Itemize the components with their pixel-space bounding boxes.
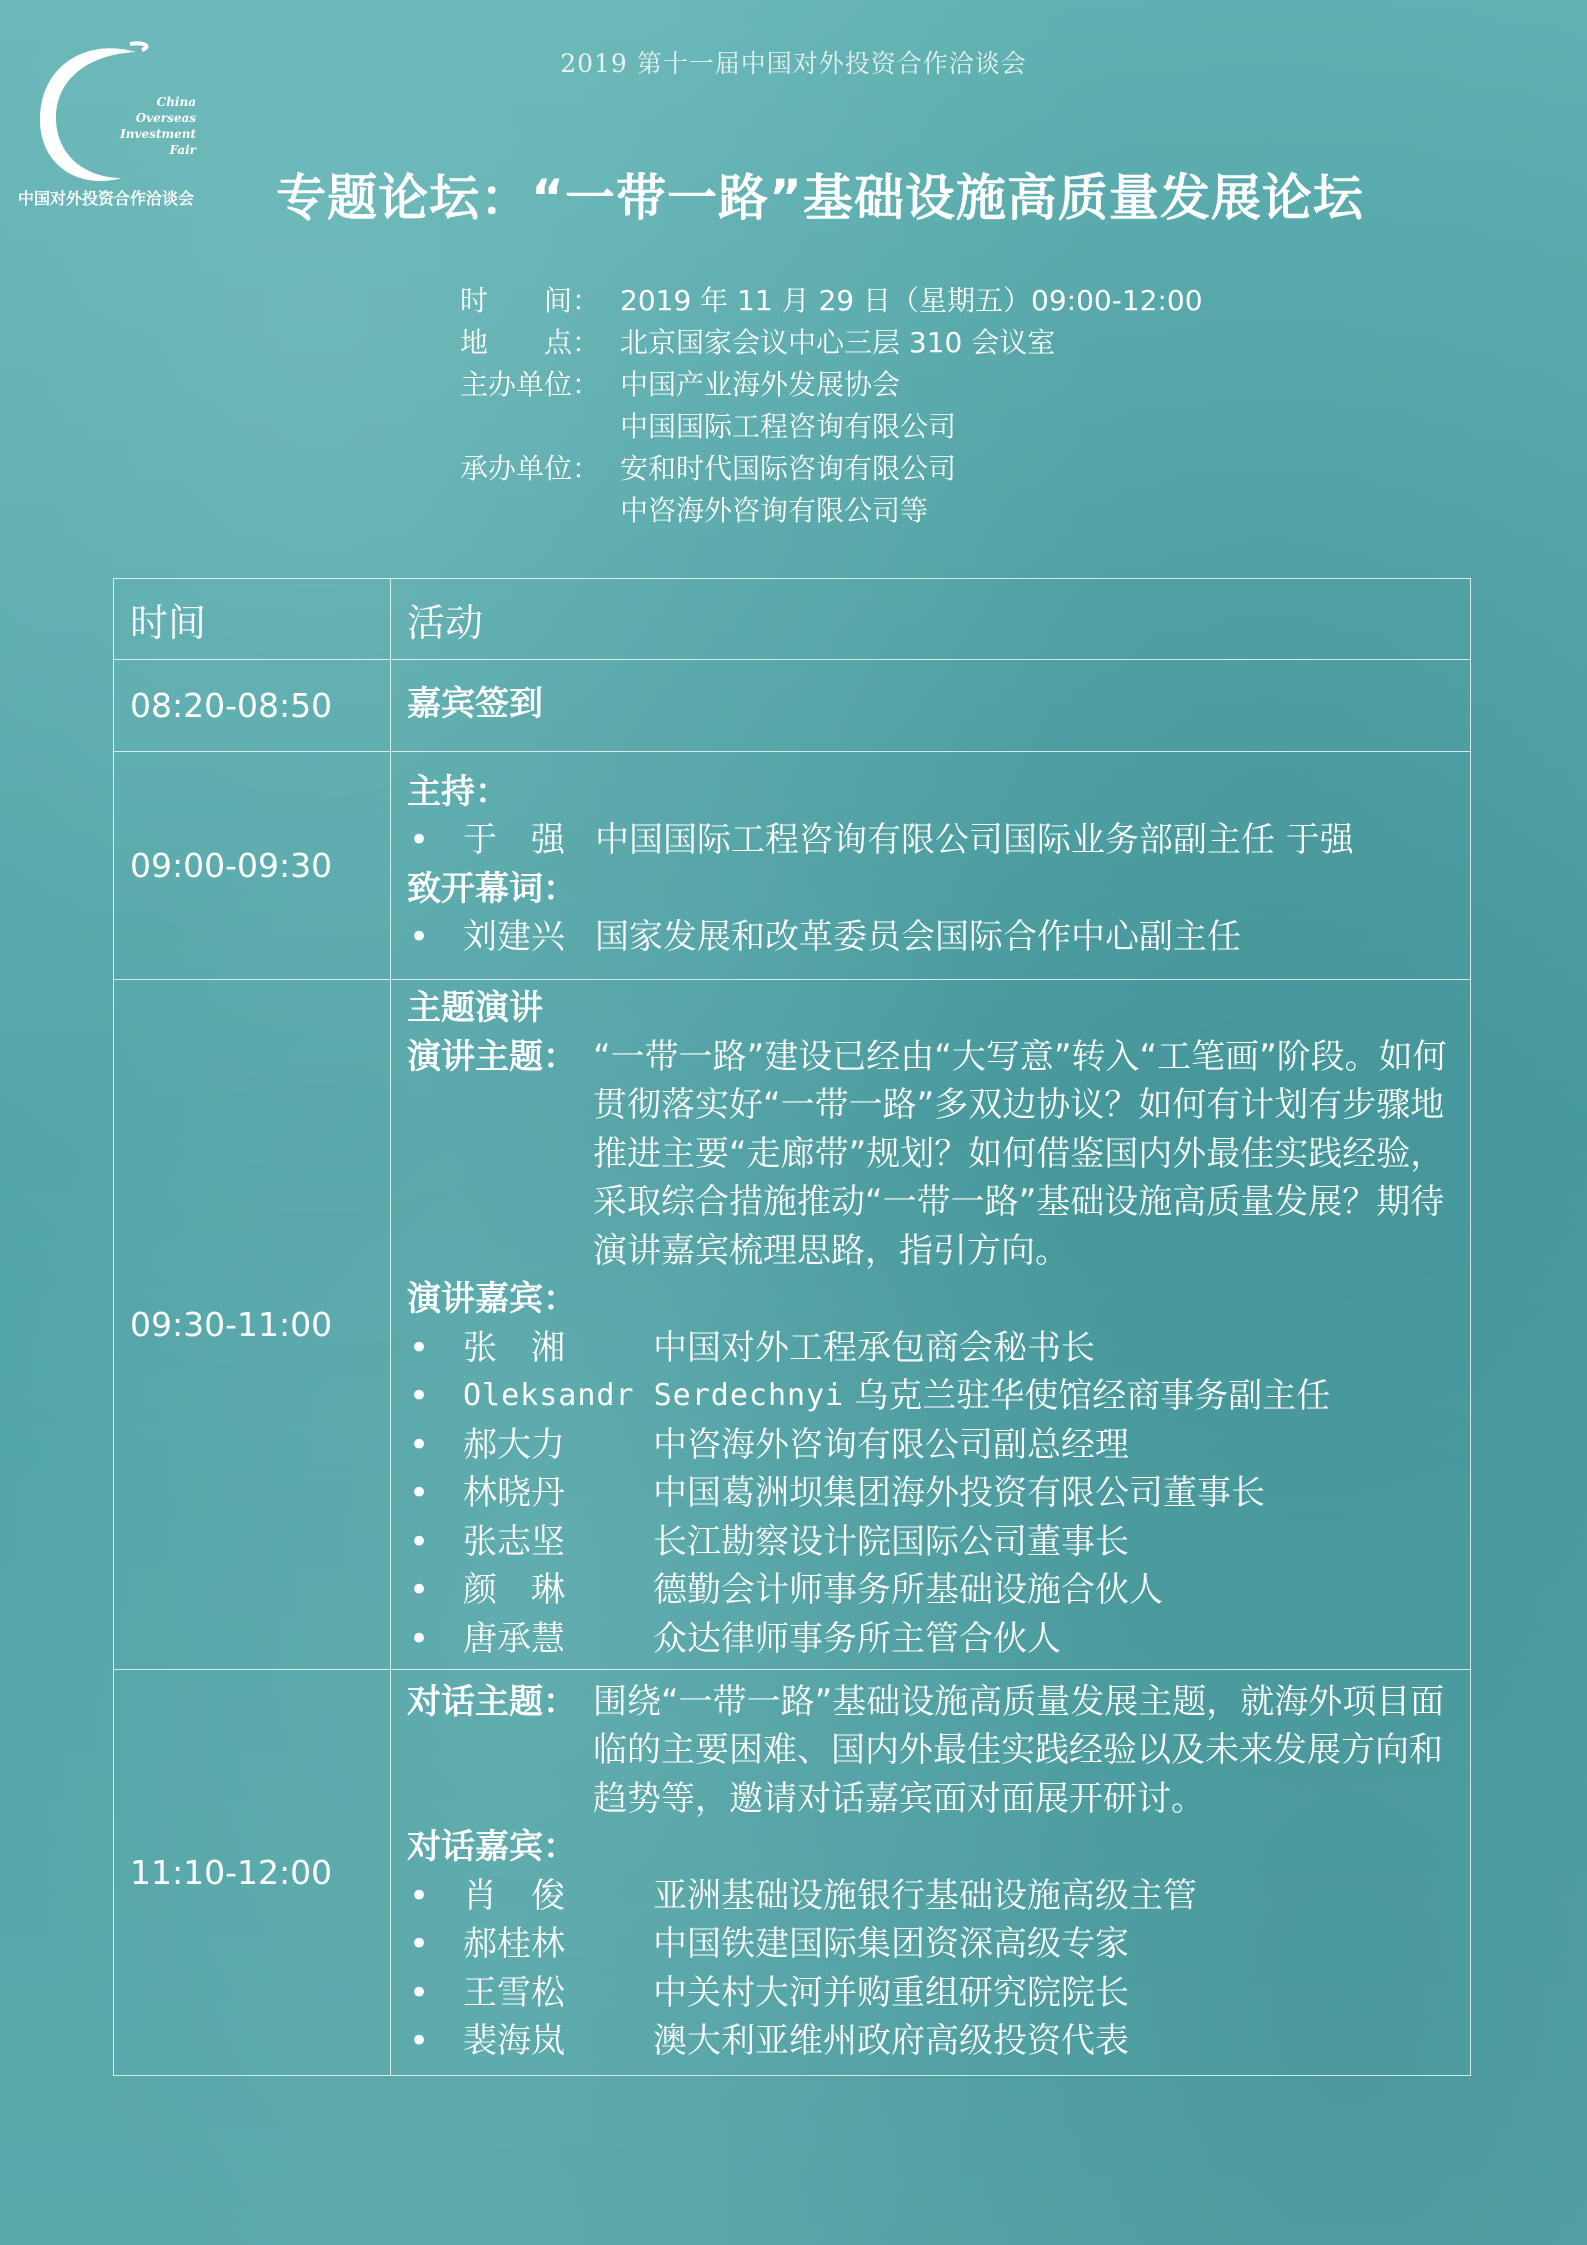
opening-label: 致开幕词： (407, 868, 577, 909)
logo-english-text: China Overseas Investment Fair (120, 95, 196, 157)
topic-label: 对话主题： (407, 1681, 577, 1722)
topic-text: 围绕“一带一路”基础设施高质量发展主题，就海外项目面临的主要困难、国内外最佳实践经验以及未来发展方向和趋势等，邀请对话嘉宾面对面展开研讨。 (593, 1681, 1445, 1819)
bullet-icon: • (409, 1570, 430, 1610)
row-time: 08:20-08:50 (114, 660, 391, 752)
person-name: 裴海岚 (463, 2021, 565, 2061)
info-host-value-2: 中国国际工程咨询有限公司 (620, 410, 957, 443)
bullet-icon: • (409, 1473, 430, 1513)
schedule-table (113, 578, 1471, 2076)
list-item (407, 1969, 1458, 2018)
info-time-row (460, 280, 1203, 322)
bullet-icon: • (409, 820, 430, 860)
person-name: 王雪松 (463, 1972, 565, 2013)
bullet-icon: • (409, 917, 430, 957)
list-item (407, 1372, 1458, 1421)
bullet-icon: • (409, 1972, 430, 2013)
info-organizer-label: 承办单位： (460, 452, 601, 485)
person-name: 郝大力 (463, 1424, 565, 1465)
logo-chinese-text: 中国对外投资合作洽谈会 (18, 189, 195, 208)
person-name: 颜 琳 (463, 1570, 565, 1610)
person-name: 于 强 (463, 820, 565, 860)
list-item (407, 913, 1458, 962)
person-role: 中国国际工程咨询有限公司国际业务部副主任 于强 (595, 820, 1354, 860)
topic-text: “一带一路”建设已经由“大写意”转入“工笔画”阶段。如何贯彻落实好“一带一路”多双边协议？如何有计划有步骤地推进主要“走廊带”规划？如何借鉴国内外最佳实践经验，采取综合措施推动“一带一路”基础设施高质量发展？期待演讲嘉宾梳理思路，指引方向。 (593, 1036, 1447, 1271)
person-role: 德勤会计师事务所基础设施合伙人 (653, 1570, 1163, 1610)
forum-info (460, 280, 1203, 532)
list-item (407, 2017, 1458, 2066)
person-role: 中国葛洲坝集团海外投资有限公司董事长 (653, 1473, 1265, 1513)
event-header: 2019 第十一届中国对外投资合作洽谈会 (560, 49, 1027, 78)
row-time: 11:10-12:00 (114, 1670, 391, 2076)
person-role: 中国铁建国际集团资深高级专家 (653, 1924, 1129, 1964)
table-row (114, 752, 1471, 980)
person-role: 乌克兰驻华使馆经商事务副主任 (854, 1376, 1331, 1416)
bullet-icon: • (409, 1521, 430, 1562)
person-role: 众达律师事务所主管合伙人 (653, 1618, 1061, 1659)
bullet-icon: • (409, 1618, 430, 1659)
info-time-label: 时 间： (460, 284, 601, 317)
topic-label: 演讲主题： (407, 1036, 577, 1077)
fair-logo (18, 38, 208, 208)
speech-topic (407, 1033, 1458, 1276)
info-time-value: 2019 年 11 月 29 日（星期五）09:00-12:00 (620, 284, 1203, 317)
table-row (114, 660, 1471, 752)
column-header-time: 时间 (114, 579, 391, 660)
list-item (407, 1566, 1458, 1615)
person-role: 国家发展和改革委员会国际合作中心副主任 (595, 917, 1241, 957)
list-item (407, 1421, 1458, 1470)
list-item (407, 1324, 1458, 1373)
bullet-icon: • (409, 1875, 430, 1916)
list-item (407, 1469, 1458, 1518)
table-header-row (114, 579, 1471, 660)
info-organizer-value-1: 安和时代国际咨询有限公司 (620, 452, 957, 485)
row-time: 09:30-11:00 (114, 980, 391, 1670)
person-role: 中关村大河并购重组研究院院长 (653, 1972, 1129, 2013)
person-role: 长江勘察设计院国际公司董事长 (653, 1521, 1129, 1562)
person-name: 张 湘 (463, 1327, 565, 1368)
host-label: 主持： (407, 771, 509, 812)
dialogue-topic (407, 1678, 1458, 1824)
list-item (407, 1615, 1458, 1664)
bullet-icon: • (409, 1924, 430, 1964)
bullet-icon: • (409, 1327, 430, 1368)
info-place-value: 北京国家会议中心三层 310 会议室 (620, 326, 1056, 359)
bullet-icon: • (409, 2021, 430, 2061)
page-title: 专题论坛：“一带一路”基础设施高质量发展论坛 (276, 169, 1364, 227)
info-host-row-2 (460, 406, 1203, 448)
person-name: 林晓丹 (463, 1473, 565, 1513)
row-activity (391, 1670, 1471, 2076)
row-activity (391, 752, 1471, 980)
person-name: 唐承慧 (463, 1618, 565, 1659)
table-row (114, 980, 1471, 1670)
table-row (114, 1670, 1471, 2076)
info-host-label: 主办单位： (460, 368, 601, 401)
info-host-row (460, 364, 1203, 406)
info-place-row (460, 322, 1203, 364)
row-activity: 嘉宾签到 (391, 660, 1471, 752)
row-time: 09:00-09:30 (114, 752, 391, 980)
guests-label: 对话嘉宾： (407, 1827, 577, 1867)
row-activity (391, 980, 1471, 1670)
person-role: 中咨海外咨询有限公司副总经理 (653, 1424, 1129, 1465)
list-item (407, 1518, 1458, 1567)
bullet-icon: • (409, 1376, 430, 1416)
section-title: 主题演讲 (407, 988, 543, 1028)
person-name: Oleksandr Serdechnyi (463, 1378, 845, 1413)
list-item (407, 1920, 1458, 1969)
column-header-activity: 活动 (391, 579, 1471, 660)
person-name: 刘建兴 (463, 917, 565, 957)
list-item (407, 816, 1458, 865)
bullet-icon: • (409, 1424, 430, 1465)
info-organizer-value-2: 中咨海外咨询有限公司等 (620, 494, 929, 527)
person-role: 中国对外工程承包商会秘书长 (653, 1327, 1095, 1368)
person-name: 郝桂林 (463, 1924, 565, 1964)
person-role: 澳大利亚维州政府高级投资代表 (653, 2021, 1129, 2061)
info-organizer-row-2 (460, 490, 1203, 532)
person-name: 肖 俊 (463, 1875, 565, 1916)
info-host-value-1: 中国产业海外发展协会 (620, 368, 901, 401)
list-item (407, 1872, 1458, 1921)
info-place-label: 地 点： (460, 326, 601, 359)
person-role: 亚洲基础设施银行基础设施高级主管 (653, 1875, 1197, 1916)
info-organizer-row (460, 448, 1203, 490)
person-name: 张志坚 (463, 1521, 565, 1562)
speakers-label: 演讲嘉宾： (407, 1279, 577, 1319)
